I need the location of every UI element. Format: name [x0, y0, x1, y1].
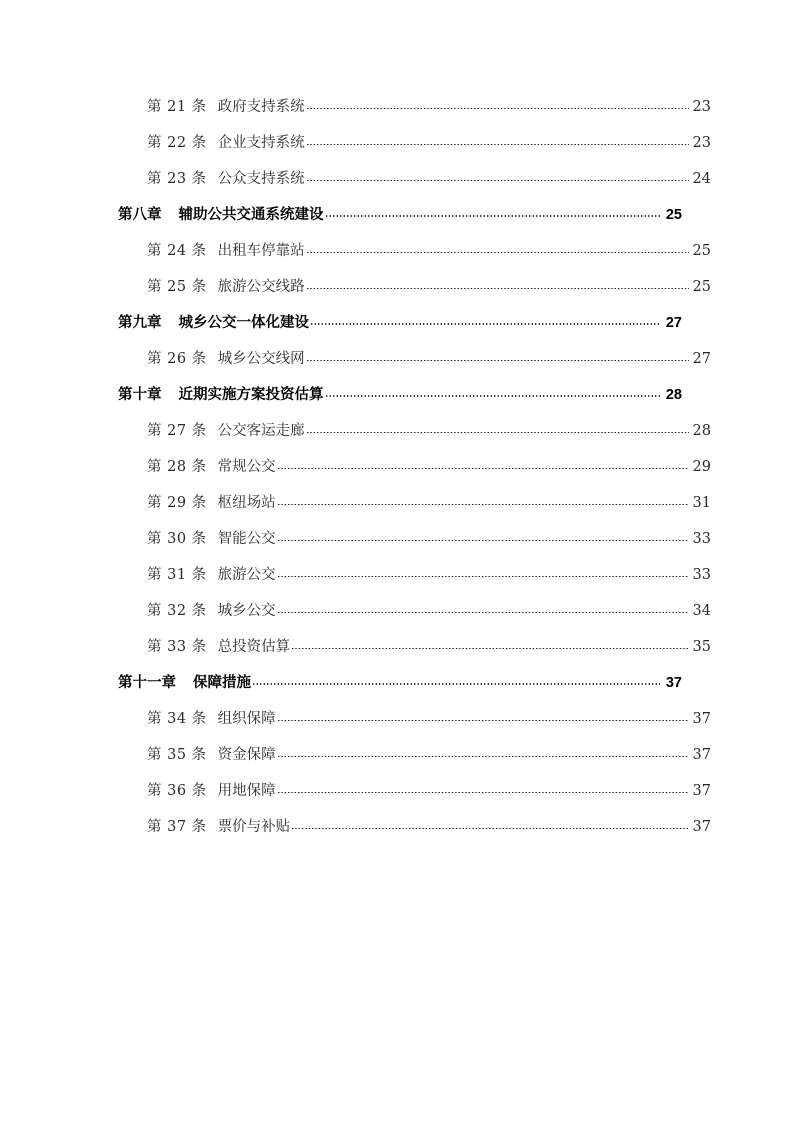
toc-entry-title: 用地保障	[217, 783, 276, 799]
toc-entry-number: 第 22 条	[147, 135, 207, 151]
toc-entry-title: 政府支持系统	[217, 99, 305, 115]
toc-article-row[interactable]	[118, 95, 711, 131]
toc-chapter-row[interactable]	[118, 203, 682, 239]
toc-article-row[interactable]	[118, 527, 711, 563]
toc-entry-number: 第十一章	[118, 675, 176, 691]
toc-entry-number: 第 21 条	[147, 99, 207, 115]
dot-leader	[306, 241, 689, 256]
dot-leader	[277, 781, 689, 796]
toc-page-number: 28	[665, 387, 682, 403]
toc-page-number: 23	[692, 135, 711, 151]
toc-article-row[interactable]	[118, 347, 711, 383]
toc-article-row[interactable]	[118, 779, 711, 815]
toc-article-row[interactable]	[118, 491, 711, 527]
toc-entry-title: 城乡公交一体化建设	[178, 315, 309, 331]
toc-entry-title: 组织保障	[217, 711, 276, 727]
toc-entry-title: 城乡公交线网	[217, 351, 305, 367]
dot-leader	[277, 529, 689, 544]
toc-page-number: 37	[692, 819, 711, 835]
toc-article-row[interactable]	[118, 275, 711, 311]
toc-entry-number: 第 23 条	[147, 171, 207, 187]
dot-leader	[277, 745, 689, 760]
toc-page-number: 27	[665, 315, 682, 331]
toc-entry-title: 公交客运走廊	[217, 423, 305, 439]
dot-leader	[277, 601, 689, 616]
toc-entry-title: 总投资估算	[217, 639, 291, 655]
toc-page-number: 33	[692, 567, 711, 583]
toc-article-row[interactable]	[118, 707, 711, 743]
toc-entry-number: 第 35 条	[147, 747, 207, 763]
toc-page-number: 35	[692, 639, 711, 655]
dot-leader	[306, 421, 689, 436]
toc-entry-title: 辅助公共交通系统建设	[178, 207, 324, 223]
toc-article-row[interactable]	[118, 419, 711, 455]
toc-article-row[interactable]	[118, 563, 711, 599]
toc-entry-number: 第 28 条	[147, 459, 207, 475]
toc-page-number: 37	[692, 711, 711, 727]
dot-leader	[306, 349, 689, 364]
toc-article-row[interactable]	[118, 239, 711, 275]
toc-entry-title: 保障措施	[193, 675, 251, 691]
toc-chapter-row[interactable]	[118, 311, 682, 347]
toc-page-number: 37	[665, 675, 682, 691]
dot-leader	[325, 385, 661, 400]
toc-page-number: 23	[692, 99, 711, 115]
table-of-contents	[118, 95, 711, 851]
toc-entry-number: 第 25 条	[147, 279, 207, 295]
dot-leader	[306, 97, 689, 112]
dot-leader	[291, 637, 689, 652]
toc-page-number: 33	[692, 531, 711, 547]
toc-entry-number: 第九章	[118, 315, 162, 331]
toc-page-number: 27	[692, 351, 711, 367]
dot-leader	[310, 313, 660, 328]
dot-leader	[325, 205, 661, 220]
toc-entry-title: 出租车停靠站	[217, 243, 305, 259]
toc-page-number: 25	[665, 207, 682, 223]
toc-article-row[interactable]	[118, 455, 711, 491]
toc-entry-number: 第 37 条	[147, 819, 207, 835]
toc-entry-number: 第十章	[118, 387, 162, 403]
dot-leader	[306, 277, 689, 292]
toc-page-number: 29	[692, 459, 711, 475]
toc-entry-title: 企业支持系统	[217, 135, 305, 151]
toc-entry-number: 第 32 条	[147, 603, 207, 619]
toc-chapter-row[interactable]	[118, 383, 682, 419]
toc-entry-number: 第八章	[118, 207, 162, 223]
toc-article-row[interactable]	[118, 635, 711, 671]
toc-article-row[interactable]	[118, 599, 711, 635]
toc-entry-number: 第 31 条	[147, 567, 207, 583]
toc-page-number: 24	[692, 171, 711, 187]
toc-article-row[interactable]	[118, 131, 711, 167]
toc-entry-number: 第 33 条	[147, 639, 207, 655]
toc-entry-number: 第 24 条	[147, 243, 207, 259]
toc-page-number: 37	[692, 783, 711, 799]
dot-leader	[277, 493, 689, 508]
toc-entry-title: 票价与补贴	[217, 819, 291, 835]
toc-article-row[interactable]	[118, 815, 711, 851]
dot-leader	[306, 169, 689, 184]
toc-page-number: 37	[692, 747, 711, 763]
toc-entry-title: 智能公交	[217, 531, 276, 547]
toc-entry-number: 第 36 条	[147, 783, 207, 799]
toc-article-row[interactable]	[118, 743, 711, 779]
toc-entry-title: 常规公交	[217, 459, 276, 475]
toc-entry-number: 第 29 条	[147, 495, 207, 511]
toc-entry-number: 第 26 条	[147, 351, 207, 367]
toc-entry-title: 资金保障	[217, 747, 276, 763]
toc-page-number: 28	[692, 423, 711, 439]
toc-entry-number: 第 34 条	[147, 711, 207, 727]
toc-page-number: 25	[692, 279, 711, 295]
dot-leader	[291, 817, 689, 832]
toc-entry-title: 近期实施方案投资估算	[178, 387, 324, 403]
toc-page-number: 25	[692, 243, 711, 259]
toc-page-number: 31	[692, 495, 711, 511]
toc-entry-title: 旅游公交线路	[217, 279, 305, 295]
toc-entry-title: 公众支持系统	[217, 171, 305, 187]
toc-entry-title: 城乡公交	[217, 603, 276, 619]
dot-leader	[306, 133, 689, 148]
dot-leader	[277, 709, 689, 724]
toc-entry-title: 旅游公交	[217, 567, 276, 583]
toc-chapter-row[interactable]	[118, 671, 682, 707]
dot-leader	[277, 457, 689, 472]
toc-page-number: 34	[692, 603, 711, 619]
dot-leader	[252, 673, 660, 688]
toc-entry-title: 枢纽场站	[217, 495, 276, 511]
toc-entry-number: 第 30 条	[147, 531, 207, 547]
toc-article-row[interactable]	[118, 167, 711, 203]
toc-entry-number: 第 27 条	[147, 423, 207, 439]
dot-leader	[277, 565, 689, 580]
